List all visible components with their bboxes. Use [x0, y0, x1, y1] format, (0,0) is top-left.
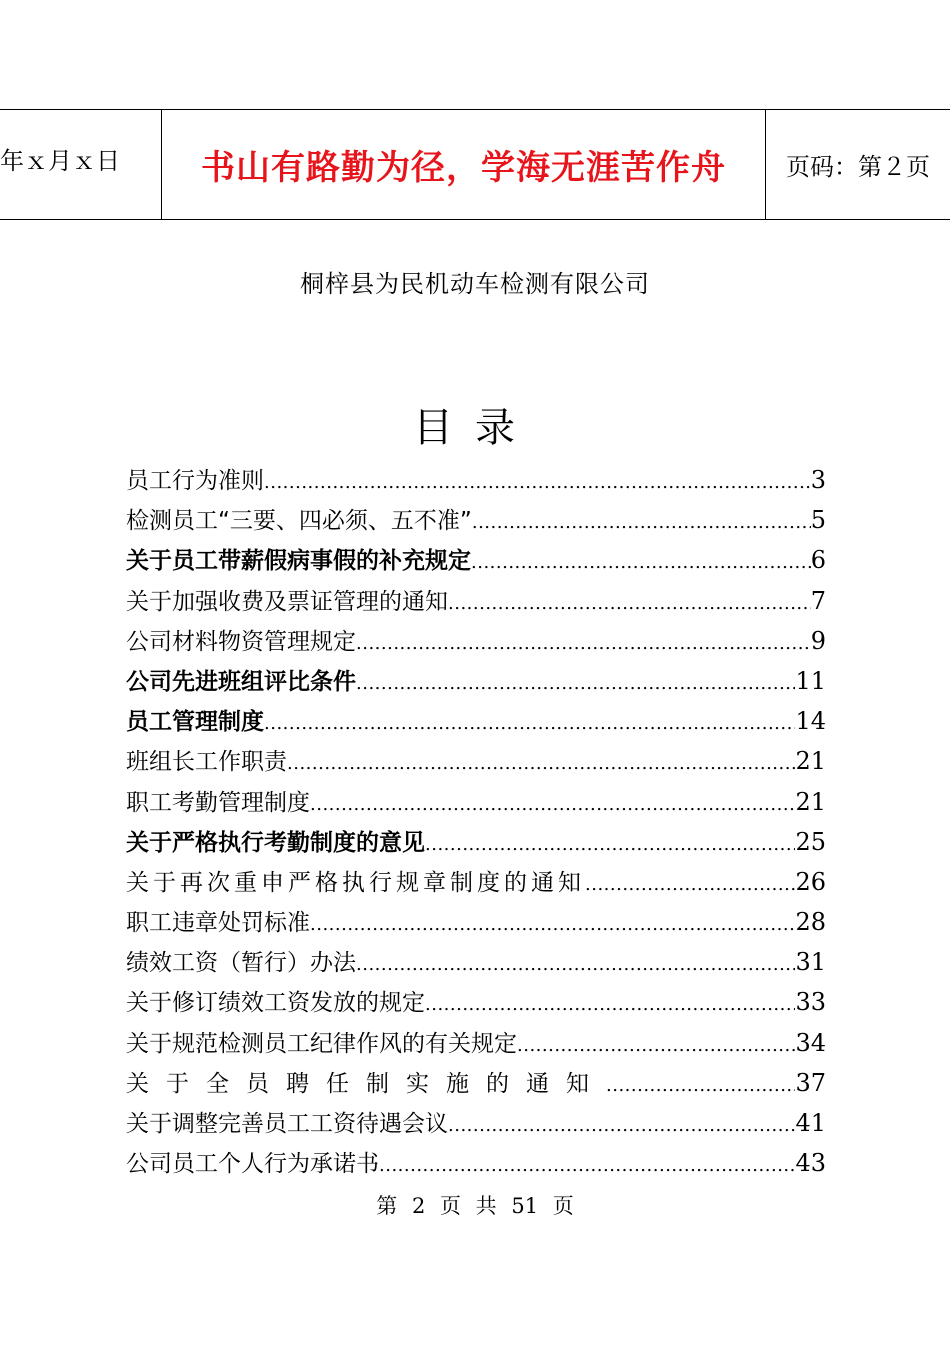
company-name: 桐梓县为民机动车检测有限公司 [300, 270, 650, 298]
toc-entry-title: 关于全员聘任制实施的通知 [126, 1070, 606, 1097]
toc-leader-dots [425, 834, 795, 855]
toc-entry-page: 21 [795, 787, 826, 816]
toc-leader-dots [471, 552, 811, 573]
toc-entry-title: 关于严格执行考勤制度的意见 [126, 829, 425, 856]
toc-entry-page: 37 [795, 1068, 826, 1097]
toc-entry-page: 21 [795, 747, 826, 776]
toc-entry-title: 检测员工“三要、四必须、五不准” [126, 508, 472, 535]
toc-entry[interactable] [126, 784, 826, 824]
header-table [0, 109, 950, 220]
toc-entry-title: 员工管理制度 [126, 709, 264, 736]
toc-entry-title: 关于修订绩效工资发放的规定 [126, 990, 425, 1017]
toc-entry-title: 班组长工作职责 [126, 749, 287, 776]
toc-leader-dots [606, 1075, 795, 1096]
toc-entry-page: 7 [810, 586, 826, 615]
toc-leader-dots [264, 472, 811, 493]
toc-leader-dots [287, 753, 795, 774]
toc-entry[interactable] [126, 864, 826, 904]
toc-entry-page: 33 [795, 988, 826, 1017]
toc-entry-title: 公司材料物资管理规定 [126, 628, 356, 655]
toc-entry[interactable] [126, 944, 826, 984]
table-of-contents [126, 462, 826, 1185]
toc-entry[interactable] [126, 743, 826, 783]
toc-entry-page: 26 [795, 867, 826, 896]
toc-entry-title: 公司员工个人行为承诺书 [126, 1151, 379, 1178]
toc-entry-title: 关于调整完善员工工资待遇会议 [126, 1111, 448, 1137]
toc-entry-page: 34 [795, 1028, 826, 1057]
toc-entry[interactable] [126, 542, 826, 582]
toc-leader-dots [356, 954, 795, 975]
toc-entry[interactable] [126, 462, 826, 502]
toc-leader-dots [310, 914, 795, 935]
toc-entry[interactable] [126, 703, 826, 743]
toc-leader-dots [448, 593, 811, 614]
toc-entry-title: 关于规范检测员工纪律作风的有关规定 [126, 1030, 517, 1057]
toc-entry-page: 41 [795, 1109, 826, 1137]
toc-entry-page: 31 [795, 948, 826, 977]
header-date: 年ｘ月ｘ日 [0, 110, 162, 219]
toc-entry-page: 43 [795, 1149, 826, 1178]
toc-leader-dots [356, 673, 795, 694]
toc-entry-title: 员工行为准则 [126, 468, 264, 494]
toc-entry[interactable] [126, 1025, 826, 1065]
toc-entry-page: 25 [795, 827, 826, 856]
toc-entry[interactable] [126, 1105, 826, 1145]
toc-leader-dots [356, 633, 811, 654]
toc-entry[interactable] [126, 663, 826, 703]
toc-leader-dots [264, 713, 795, 734]
toc-entry-page: 11 [795, 666, 826, 695]
toc-entry[interactable] [126, 583, 826, 623]
toc-leader-dots [425, 994, 795, 1015]
toc-title: 目录 [413, 405, 537, 451]
page-footer: 第 2 页 共 51 页 [376, 1194, 574, 1218]
header-motto: 书山有路勤为径，学海无涯苦作舟 [162, 110, 766, 219]
toc-entry-title: 职工违章处罚标准 [126, 910, 310, 937]
toc-entry[interactable] [126, 1145, 826, 1185]
toc-entry-page: 14 [795, 707, 826, 736]
toc-leader-dots [310, 794, 795, 815]
toc-entry-page: 5 [810, 506, 826, 535]
toc-leader-dots [585, 874, 795, 895]
toc-leader-dots [472, 512, 811, 533]
toc-entry[interactable] [126, 824, 826, 864]
toc-entry-page: 3 [810, 466, 826, 494]
toc-entry-title: 绩效工资（暂行）办法 [126, 950, 356, 977]
toc-entry[interactable] [126, 1065, 826, 1105]
toc-entry[interactable] [126, 984, 826, 1024]
toc-entry[interactable] [126, 502, 826, 542]
toc-leader-dots [517, 1035, 795, 1056]
toc-leader-dots [448, 1115, 795, 1136]
toc-entry-title: 职工考勤管理制度 [126, 789, 310, 816]
toc-leader-dots [379, 1155, 795, 1176]
toc-entry-title: 关于员工带薪假病事假的补充规定 [126, 548, 471, 575]
toc-entry-title: 公司先进班组评比条件 [126, 668, 356, 695]
toc-entry-title: 关于加强收费及票证管理的通知 [126, 588, 448, 615]
toc-entry[interactable] [126, 904, 826, 944]
toc-entry[interactable] [126, 623, 826, 663]
header-page-label: 页码：第２页 [786, 153, 930, 181]
toc-entry-title: 关于再次重申严格执行规章制度的通知 [126, 869, 585, 896]
toc-entry-page: 9 [810, 626, 826, 655]
toc-entry-page: 6 [810, 546, 826, 575]
toc-entry-page: 28 [795, 908, 826, 937]
